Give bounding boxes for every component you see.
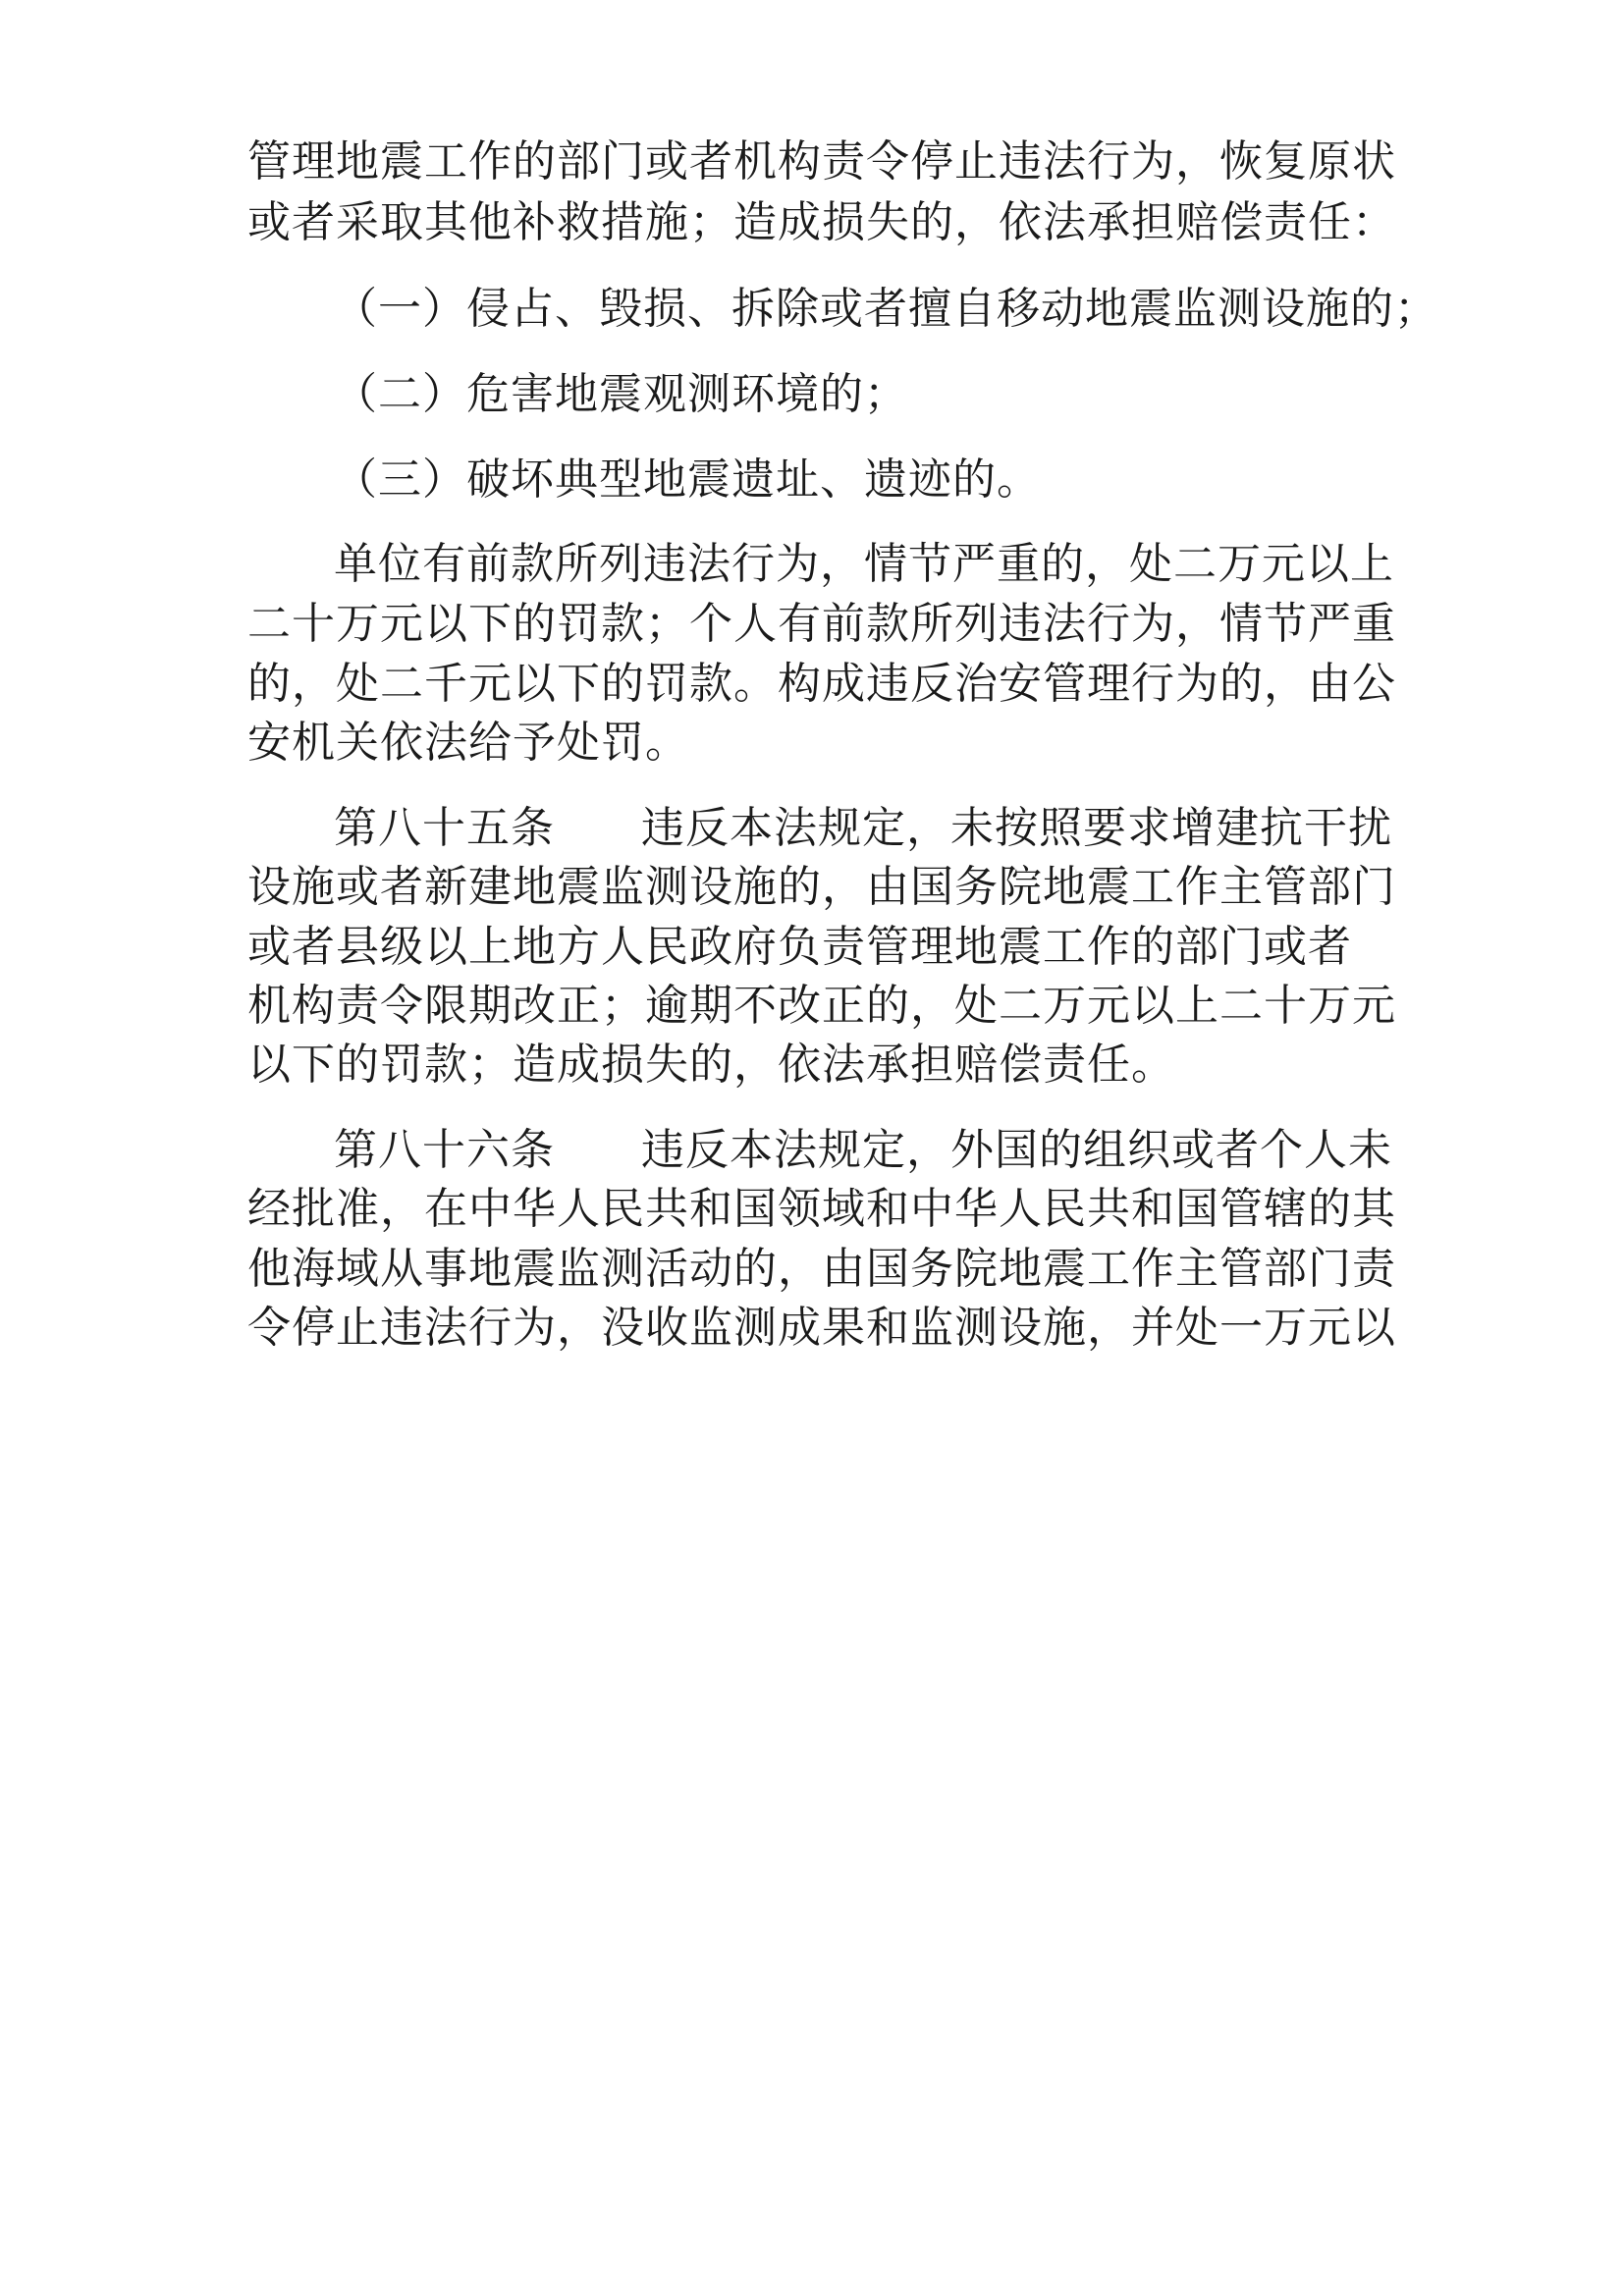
list-item-3: （三）破坏典型地震遗址、遗迹的。 [334,454,1041,505]
list-item-2: （二）危害地震观测环境的； [334,369,908,419]
text-line: 管理地震工作的部门或者机构责令停止违法行为，恢复原状 [247,136,1396,187]
paragraph-line: 的，处二千元以下的罚款。构成违反治安管理行为的，由公 [247,659,1396,709]
paragraph-line: 单位有前款所列违法行为，情节严重的，处二万元以上 [334,539,1394,589]
article-85-first-line [334,797,1473,860]
article-86-text: 违反本法规定，外国的组织或者个人未 [641,1125,1392,1175]
text-line: 或者采取其他补救措施；造成损失的，依法承担赔偿责任： [247,197,1396,247]
paragraph-line: 二十万元以下的罚款；个人有前款所列违法行为，情节严重 [247,599,1396,649]
article-85-line: 以下的罚款；造成损失的，依法承担赔偿责任。 [247,1040,1175,1090]
article-86-line: 他海域从事地震监测活动的，由国务院地震工作主管部门责 [247,1244,1396,1294]
article-85-line: 或者县级以上地方人民政府负责管理地震工作的部门或者 [247,922,1352,972]
article-86-first-line [334,1119,1473,1182]
article-86-line: 令停止违法行为，没收监测成果和监测设施，并处一万元以 [247,1303,1396,1353]
list-item-1: （一）侵占、毁损、拆除或者擅自移动地震监测设施的； [334,284,1438,334]
article-85-label: 第八十五条 [334,803,555,853]
article-85-text: 违反本法规定，未按照要求增建抗干扰 [641,803,1392,853]
article-85-line: 机构责令限期改正；逾期不改正的，处二万元以上二十万元 [247,981,1396,1031]
paragraph-line: 安机关依法给予处罚。 [247,718,689,768]
article-86-line: 经批准，在中华人民共和国领域和中华人民共和国管辖的其 [247,1184,1396,1234]
article-85-line: 设施或者新建地震监测设施的，由国务院地震工作主管部门 [247,862,1396,912]
article-86-label: 第八十六条 [334,1125,555,1175]
